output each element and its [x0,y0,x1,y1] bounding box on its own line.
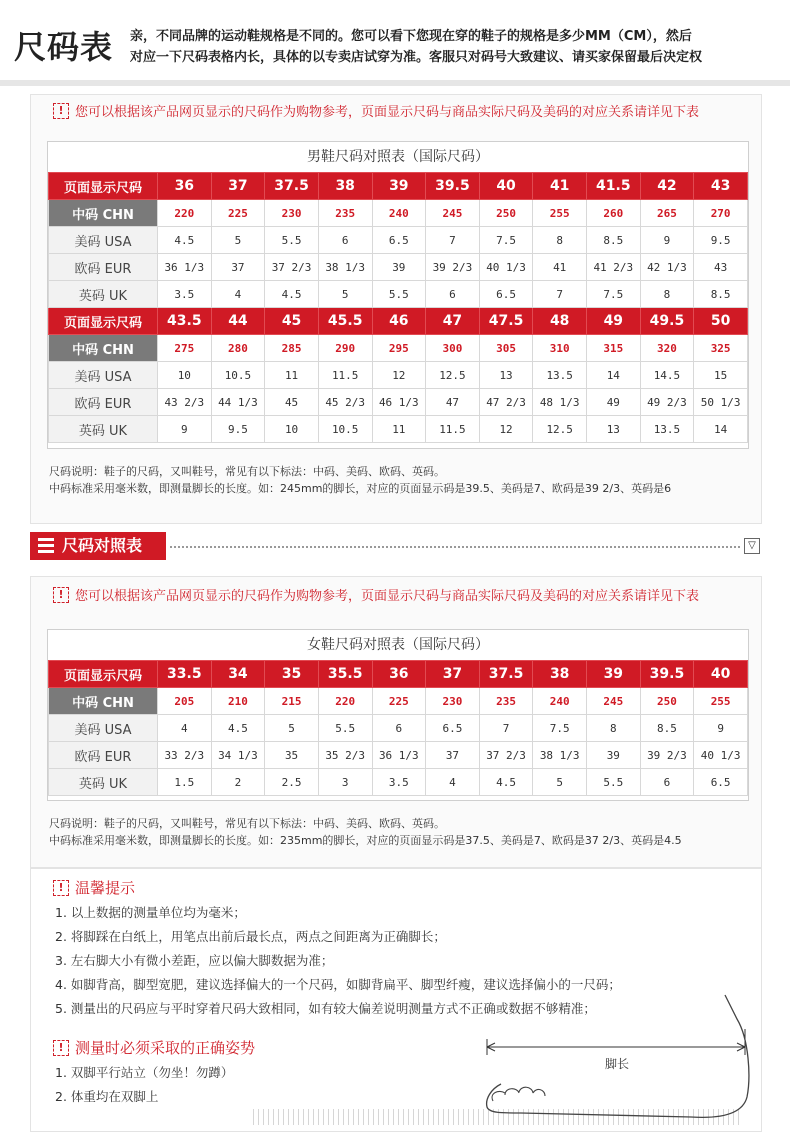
posture-title: 测量时必须采取的正确姿势 [75,1039,256,1057]
size-cell: 37.5 [479,661,533,688]
size-cell: 7 [426,227,480,254]
size-cell: 205 [158,688,212,715]
size-cell: 285 [265,335,319,362]
size-cell: 315 [587,335,641,362]
size-cell: 48 [533,308,587,335]
size-row [49,661,748,688]
size-cell: 240 [372,200,426,227]
size-cell: 39 [587,661,641,688]
size-cell: 3.5 [372,769,426,796]
explain-line-2: 中码标准采用毫米数，即测量脚长的长度。如：235mm的脚长，对应的页面显示码是37.5、美码是7、欧码是37 2/3、英码是4.5 [49,834,682,847]
tip-item: 5. 测量出的尺码应与平时穿着尺码大致相同，如有较大偏差说明测量方式不正确或数据不够精准； [55,1001,596,1016]
size-cell: 4.5 [158,227,212,254]
size-cell: 1.5 [158,769,212,796]
women-size-box [47,629,749,801]
size-cell: 35 [265,661,319,688]
row-label: 英码 UK [49,416,158,443]
list-icon [38,537,54,553]
size-row [49,416,748,443]
size-cell: 35 [265,742,319,769]
size-cell: 9 [640,227,694,254]
size-cell: 13 [587,416,641,443]
header-description [130,26,780,68]
size-cell: 41 [533,254,587,281]
size-cell: 230 [265,200,319,227]
size-cell: 12 [372,362,426,389]
size-cell: 43.5 [158,308,212,335]
header [0,0,790,80]
size-cell: 37.5 [265,173,319,200]
size-cell: 240 [533,688,587,715]
size-cell: 9.5 [211,416,265,443]
section-tag [30,532,166,560]
size-cell: 11 [372,416,426,443]
divider-bar [0,80,790,86]
tip-item: 4. 如脚背高，脚型宽肥，建议选择偏大的一个尺码，如脚背扁平、脚型纤瘦，建议选择偏小的一尺码； [55,977,621,992]
size-cell: 6 [640,769,694,796]
size-cell: 255 [694,688,748,715]
size-cell: 5 [318,281,372,308]
size-cell: 39.5 [426,173,480,200]
size-cell: 49 2/3 [640,389,694,416]
size-cell: 44 1/3 [211,389,265,416]
size-row [49,335,748,362]
size-cell: 37 2/3 [479,742,533,769]
size-cell: 37 [211,254,265,281]
notice-men [53,101,699,120]
size-cell: 270 [694,200,748,227]
size-cell: 45 [265,389,319,416]
size-row [49,254,748,281]
size-cell: 310 [533,335,587,362]
size-cell: 8.5 [694,281,748,308]
header-line-2: 对应一下尺码表格内长，具体的以专卖店试穿为准。客服只对码号大致建议、请买家保留最后决定权 [130,50,703,65]
row-label: 美码 USA [49,227,158,254]
foot-length-label: 脚长 [605,1057,630,1071]
size-cell: 14 [694,416,748,443]
size-cell: 5 [533,769,587,796]
size-cell: 44 [211,308,265,335]
size-cell: 39 [372,254,426,281]
size-cell: 37 [211,173,265,200]
size-cell: 275 [158,335,212,362]
exclamation-icon: ! [53,103,69,119]
size-row [49,715,748,742]
size-cell: 11.5 [426,416,480,443]
size-cell: 4 [211,281,265,308]
size-cell: 36 [372,661,426,688]
size-cell: 320 [640,335,694,362]
row-label: 欧码 EUR [49,742,158,769]
section-header [30,532,760,562]
size-cell: 12.5 [533,416,587,443]
size-cell: 8 [587,715,641,742]
size-cell: 43 [694,254,748,281]
size-cell: 15 [694,362,748,389]
size-cell: 33 2/3 [158,742,212,769]
men-table-title: 男鞋尺码对照表（国际尺码） [307,149,489,165]
size-row [49,227,748,254]
size-cell: 4.5 [211,715,265,742]
size-row [49,173,748,200]
size-cell: 11.5 [318,362,372,389]
size-cell: 210 [211,688,265,715]
size-cell: 50 1/3 [694,389,748,416]
size-cell: 6.5 [694,769,748,796]
size-cell: 34 [211,661,265,688]
size-cell: 13.5 [640,416,694,443]
explain-line-1: 尺码说明：鞋子的尺码，又叫鞋号，常见有以下标法：中码、美码、欧码、英码。 [49,465,445,478]
size-cell: 3.5 [158,281,212,308]
size-cell: 45 [265,308,319,335]
size-cell: 245 [587,688,641,715]
size-cell: 12.5 [426,362,480,389]
size-cell: 40 1/3 [694,742,748,769]
size-cell: 10 [158,362,212,389]
size-cell: 42 1/3 [640,254,694,281]
size-cell: 225 [372,688,426,715]
men-size-box [47,141,749,449]
size-cell: 36 1/3 [158,254,212,281]
tips-panel [30,868,762,1132]
size-cell: 3 [318,769,372,796]
size-cell: 47 [426,308,480,335]
size-cell: 4 [426,769,480,796]
row-label: 中码 CHN [49,200,158,227]
exclamation-icon: ! [53,587,69,603]
size-cell: 47 2/3 [479,389,533,416]
size-cell: 49 [587,389,641,416]
size-cell: 8.5 [640,715,694,742]
size-cell: 47 [426,389,480,416]
size-cell: 40 1/3 [479,254,533,281]
posture-item: 1. 双脚平行站立（勿坐！勿蹲） [55,1065,234,1080]
size-cell: 6.5 [372,227,426,254]
size-cell: 43 [694,173,748,200]
size-cell: 36 [158,173,212,200]
size-cell: 7.5 [587,281,641,308]
men-size-explanation [49,463,671,497]
size-cell: 235 [318,200,372,227]
size-cell: 14.5 [640,362,694,389]
chevron-down-icon[interactable]: ▽ [744,538,760,554]
explain-line-1: 尺码说明：鞋子的尺码，又叫鞋号，常见有以下标法：中码、美码、欧码、英码。 [49,817,445,830]
size-cell: 41 2/3 [587,254,641,281]
size-cell: 39.5 [640,661,694,688]
size-cell: 300 [426,335,480,362]
women-size-panel [30,576,762,868]
size-cell: 5.5 [318,715,372,742]
row-label: 页面显示尺码 [49,661,158,688]
size-row [49,769,748,796]
size-cell: 9 [158,416,212,443]
size-cell: 5.5 [265,227,319,254]
size-cell: 46 [372,308,426,335]
size-row [49,200,748,227]
posture-heading [53,1037,255,1058]
size-cell: 7 [479,715,533,742]
size-cell: 42 [640,173,694,200]
size-cell: 49.5 [640,308,694,335]
size-cell: 2 [211,769,265,796]
size-cell: 11 [265,362,319,389]
size-cell: 40 [479,173,533,200]
size-cell: 14 [587,362,641,389]
size-cell: 280 [211,335,265,362]
size-cell: 39 [587,742,641,769]
size-cell: 325 [694,335,748,362]
size-cell: 295 [372,335,426,362]
size-cell: 9.5 [694,227,748,254]
size-cell: 39 2/3 [426,254,480,281]
size-cell: 8 [533,227,587,254]
row-label: 欧码 EUR [49,254,158,281]
men-size-table [48,172,748,443]
size-cell: 215 [265,688,319,715]
notice-text: 您可以根据该产品网页显示的尺码作为购物参考，页面显示尺码与商品实际尺码及美码的对应关系请详见下表 [75,589,700,604]
size-row [49,688,748,715]
size-cell: 260 [587,200,641,227]
size-cell: 7 [533,281,587,308]
size-row [49,308,748,335]
size-cell: 6 [372,715,426,742]
size-cell: 43 2/3 [158,389,212,416]
row-label: 美码 USA [49,362,158,389]
size-cell: 6.5 [426,715,480,742]
size-cell: 220 [158,200,212,227]
header-line-1: 亲，不同品牌的运动鞋规格是不同的。您可以看下您现在穿的鞋子的规格是多少MM（CM），然后 [130,29,692,44]
notice-women [53,585,699,604]
size-cell: 12 [479,416,533,443]
size-cell: 250 [640,688,694,715]
size-cell: 4 [158,715,212,742]
size-cell: 250 [479,200,533,227]
size-cell: 7.5 [533,715,587,742]
size-cell: 37 [426,661,480,688]
size-cell: 40 [694,661,748,688]
size-cell: 35 2/3 [318,742,372,769]
size-cell: 305 [479,335,533,362]
brand-title: 尺码表 [14,28,114,66]
exclamation-icon: ! [53,1040,69,1056]
foot-length-arrow [487,1029,745,1055]
size-cell: 41.5 [587,173,641,200]
dotted-divider [170,546,740,548]
women-size-table [48,660,748,796]
size-cell: 36 1/3 [372,742,426,769]
size-row [49,362,748,389]
row-label: 英码 UK [49,769,158,796]
size-cell: 47.5 [479,308,533,335]
size-cell: 50 [694,308,748,335]
size-row [49,742,748,769]
row-label: 美码 USA [49,715,158,742]
size-cell: 34 1/3 [211,742,265,769]
size-cell: 235 [479,688,533,715]
size-cell: 10.5 [211,362,265,389]
size-row [49,281,748,308]
size-cell: 13.5 [533,362,587,389]
size-cell: 5.5 [372,281,426,308]
women-table-title: 女鞋尺码对照表（国际尺码） [307,637,489,653]
size-cell: 7.5 [479,227,533,254]
notice-text: 您可以根据该产品网页显示的尺码作为购物参考，页面显示尺码与商品实际尺码及美码的对应关系请详见下表 [75,105,700,120]
size-cell: 290 [318,335,372,362]
size-cell: 33.5 [158,661,212,688]
size-cell: 2.5 [265,769,319,796]
size-cell: 38 1/3 [318,254,372,281]
row-label: 欧码 EUR [49,389,158,416]
row-label: 中码 CHN [49,688,158,715]
size-cell: 48 1/3 [533,389,587,416]
explain-line-2: 中码标准采用毫米数，即测量脚长的长度。如：245mm的脚长，对应的页面显示码是39.5、美码是7、欧码是39 2/3、英码是6 [49,482,672,495]
posture-item: 2. 体重均在双脚上 [55,1089,159,1104]
size-cell: 38 [318,173,372,200]
size-cell: 38 [533,661,587,688]
section-title: 尺码对照表 [62,536,143,555]
size-cell: 8.5 [587,227,641,254]
size-cell: 41 [533,173,587,200]
size-cell: 38 1/3 [533,742,587,769]
size-cell: 225 [211,200,265,227]
size-cell: 5 [265,715,319,742]
size-cell: 6.5 [479,281,533,308]
size-cell: 39 [372,173,426,200]
size-cell: 8 [640,281,694,308]
size-cell: 4.5 [265,281,319,308]
men-size-panel [30,94,762,524]
size-cell: 37 2/3 [265,254,319,281]
size-cell: 265 [640,200,694,227]
size-cell: 220 [318,688,372,715]
tips-title: 温馨提示 [75,879,136,897]
size-cell: 35.5 [318,661,372,688]
size-cell: 45.5 [318,308,372,335]
size-cell: 37 [426,742,480,769]
row-label: 中码 CHN [49,335,158,362]
size-cell: 245 [426,200,480,227]
size-cell: 46 1/3 [372,389,426,416]
tip-item: 3. 左右脚大小有微小差距，应以偏大脚数据为准； [55,953,334,968]
size-cell: 39 2/3 [640,742,694,769]
size-cell: 6 [426,281,480,308]
row-label: 页面显示尺码 [49,173,158,200]
tip-item: 1. 以上数据的测量单位均为毫米； [55,905,246,920]
row-label: 英码 UK [49,281,158,308]
size-cell: 10.5 [318,416,372,443]
tip-item: 2. 将脚踩在白纸上，用笔点出前后最长点，两点之间距离为正确脚长； [55,929,446,944]
size-row [49,389,748,416]
row-label: 页面显示尺码 [49,308,158,335]
tips-heading [53,877,135,898]
toes-outline [492,1087,545,1101]
women-size-explanation [49,815,682,849]
size-cell: 5 [211,227,265,254]
size-cell: 49 [587,308,641,335]
size-cell: 4.5 [479,769,533,796]
size-cell: 10 [265,416,319,443]
size-cell: 6 [318,227,372,254]
size-cell: 230 [426,688,480,715]
size-cell: 45 2/3 [318,389,372,416]
exclamation-icon: ! [53,880,69,896]
size-cell: 13 [479,362,533,389]
size-cell: 9 [694,715,748,742]
size-cell: 255 [533,200,587,227]
size-cell: 5.5 [587,769,641,796]
